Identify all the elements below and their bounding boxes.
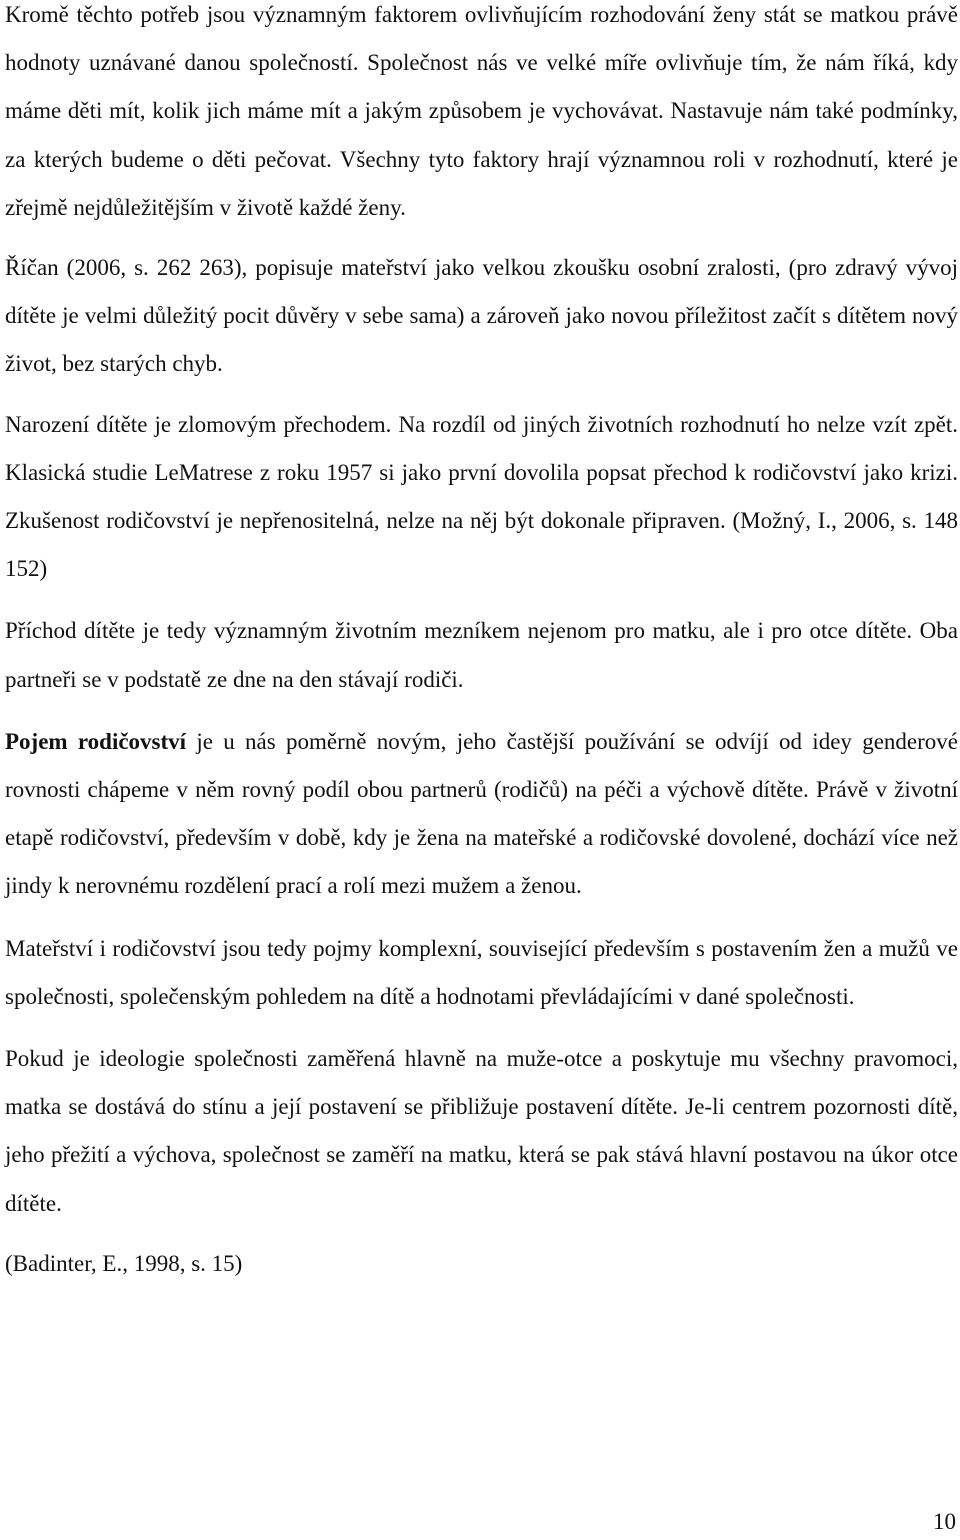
paragraph-rican-citation: Říčan (2006, s. 262 263), popisuje mateřství jako velkou zkoušku osobní zralosti, (pro zdravý vývoj dítěte je velmi důležitý pocit důvěry v sebe sama) a zároveň jako novou příležitost začít s dítětem nový život, bez starých chyb.: [5, 255, 958, 377]
paragraph-motherhood-complex: Mateřství i rodičovství jsou tedy pojmy komplexní, související především s postavením žen a mužů ve společnosti, společenským pohledem na dítě a hodnotami převládajícími v dané společnosti.: [5, 935, 958, 1009]
paragraph-parenthood-text: je u nás poměrně novým, jeho častější používání se odvíjí od idey genderové rovnosti chápeme v něm rovný podíl obou partnerů (rodičů) na péči a výchově dítěte. Právě v životní etapě rodičovství, především v době, kdy je žena na mateřské a rodičovské dovolené, dochází více než jindy k nerovnému rozdělení prací a rolí mezi mužem a ženou.: [5, 728, 958, 899]
paragraph-badinter-citation: (Badinter, E., 1998, s. 15): [5, 1250, 243, 1276]
paragraph-milestone: Příchod dítěte je tedy významným životním mezníkem nejenom pro matku, ale i pro otce dítěte. Oba partneři se v podstatě ze dne na den stávají rodiči.: [5, 618, 958, 692]
bold-term: Pojem rodičovství: [5, 728, 187, 754]
paragraph-birth-transition: Narození dítěte je zlomovým přechodem. Na rozdíl od jiných životních rozhodnutí ho nelze vzít zpět. Klasická studie LeMatrese z roku 1957 si jako první dovolila popsat přechod k rodičovství jako krizi. Zkušenost rodičovství je nepřenositelná, nelze na něj být dokonale připraven. (Možný, I., 2006, s. 148 152): [5, 411, 958, 582]
page-number: 10: [933, 1509, 956, 1534]
paragraph-ideology: Pokud je ideologie společnosti zaměřená hlavně na muže-otce a poskytuje mu všechny pravomoci, matka se dostává do stínu a její postavení se přibližuje postavení dítěte. Je-li centrem pozornosti dítě, jeho přežití a výchova, společnost se zaměří na matku, která se pak stává hlavní postavou na úkor otce dítěte.: [5, 1046, 958, 1216]
paragraph-parenthood-concept: [5, 718, 958, 911]
document-page: [5, 0, 958, 1288]
paragraph-society-values: Kromě těchto potřeb jsou významným faktorem ovlivňujícím rozhodování ženy stát se matkou právě hodnoty uznávané danou společností. Společnost nás ve velké míře ovlivňuje tím, že nám říká, kdy máme děti mít, kolik jich máme mít a jakým způsobem je vychovávat. Nastavuje nám také podmínky, za kterých budeme o děti pečovat. Všechny tyto faktory hrají významnou roli v rozhodnutí, které je zřejmě nejdůležitějším v životě každé ženy.: [5, 2, 958, 220]
